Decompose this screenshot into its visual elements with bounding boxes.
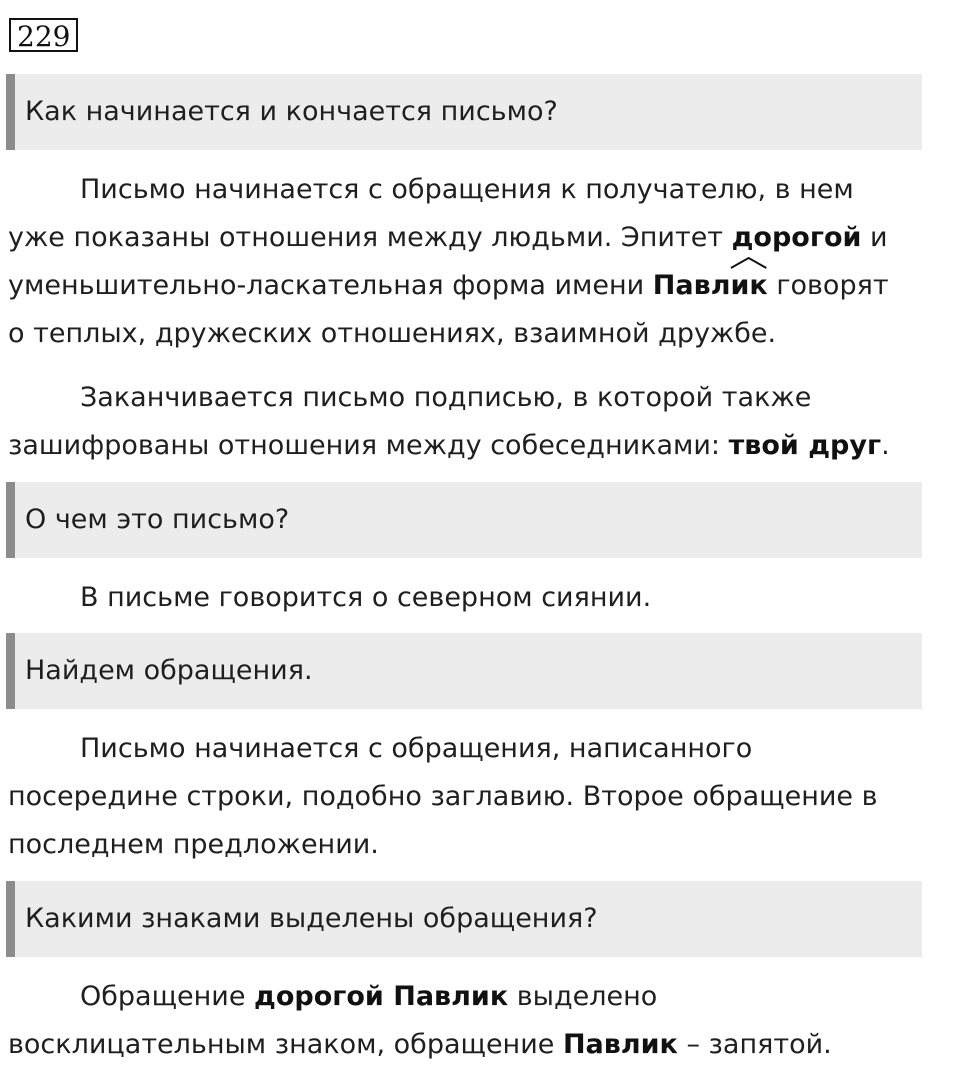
- bold-term: [653, 270, 768, 301]
- suffix-arc-icon: [730, 256, 767, 270]
- question-bar: О чем это письмо?: [6, 482, 922, 558]
- answer-paragraph: [8, 166, 948, 358]
- text-line: последнем предложении.: [8, 829, 379, 860]
- question-bar: Найдем обращения.: [6, 633, 922, 709]
- answer-paragraph: [8, 374, 948, 470]
- text-line: В письме говорится о северном сиянии.: [80, 582, 652, 613]
- text-line: Письмо начинается с обращения к получателю, в нем: [80, 174, 854, 205]
- bold-term: Павлик: [562, 1029, 678, 1060]
- text-fragment: .: [881, 430, 890, 461]
- text-line: о теплых, дружеских отношениях, взаимной дружбе.: [8, 318, 777, 349]
- bold-term-part: ик: [730, 270, 768, 301]
- text-fragment: говорят: [767, 270, 889, 301]
- suffix-with-mark: [730, 262, 767, 310]
- text-fragment: выделено: [508, 981, 658, 1012]
- question-bar: Какими знаками выделены обращения?: [6, 881, 922, 957]
- text-fragment: восклицательным знаком, обращение: [8, 1029, 563, 1060]
- text-fragment: и: [861, 222, 888, 253]
- text-line: [8, 1021, 948, 1069]
- bold-term: дорогой Павлик: [254, 981, 509, 1012]
- text-fragment: Обращение: [80, 981, 255, 1012]
- task-number: 229: [9, 18, 78, 52]
- text-line: [8, 422, 948, 470]
- text-line: [8, 262, 948, 310]
- bold-term: твой друг: [728, 430, 882, 461]
- question-bar: Как начинается и кончается письмо?: [6, 74, 922, 150]
- text-fragment: уже показаны отношения между людьми. Эпитет: [8, 222, 732, 253]
- text-fragment: зашифрованы отношения между собеседниками:: [8, 430, 729, 461]
- text-line: посередине строки, подобно заглавию. Второе обращение в: [8, 781, 878, 812]
- answer-paragraph: [8, 725, 948, 869]
- text-line: Заканчивается письмо подписью, в которой также: [80, 382, 812, 413]
- bold-term: дорогой: [731, 222, 862, 253]
- answer-paragraph: [8, 973, 948, 1069]
- text-fragment: – запятой.: [677, 1029, 832, 1060]
- text-line: Письмо начинается с обращения, написанного: [80, 733, 753, 764]
- bold-term-part: Павл: [652, 270, 731, 301]
- text-line: [8, 214, 948, 262]
- answer-paragraph: [8, 574, 948, 622]
- text-line: [8, 973, 948, 1021]
- text-fragment: уменьшительно-ласкательная форма имени: [8, 270, 653, 301]
